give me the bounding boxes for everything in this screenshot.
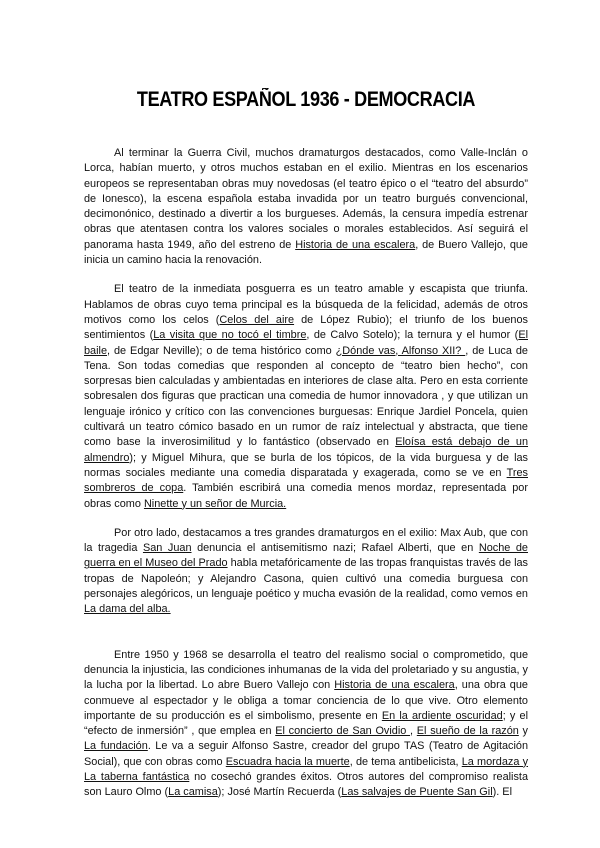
work-title: El sueño de la razón — [416, 725, 519, 738]
paragraph-p1 — [84, 146, 528, 268]
text-run: Entre 1950 y 1968 se desarrolla el teatro del realismo social o comprometido, que denuncia la injusticia, las condiciones inhumanas de la vida del proletariado y su angustia, y la lucha por la libertad. Lo abre Buero Vallejo con — [84, 648, 528, 692]
text-run: . Le va a seguir Alfonso Sastre, creador del grupo TAS (Teatro de Agitación Social), que con obras como — [84, 740, 529, 768]
work-title: Escuadra hacia la muerte — [225, 755, 350, 768]
work-title: El concierto de San Ovidio — [275, 725, 411, 738]
text-run: Por otro lado, destacamos a tres grandes dramaturgos en el exilio: Max Aub, que con la tragedia — [84, 526, 528, 555]
work-title: Tres sombreros de copa — [84, 466, 528, 495]
work-title: Celos del aire — [219, 313, 295, 326]
text-run: , una obra que conmueve al espectador y le obliga a tomar conciencia de lo que vive. Otro elemento importante de su producción es el simbolismo, presente en — [84, 679, 528, 722]
work-title: Eloísa está debajo de un almendro — [84, 436, 529, 464]
work-title: Las salvajes de Puente San Gil — [341, 786, 493, 799]
text-run: , de Buero Vallejo, que inicia un camino hacia la renovación. — [84, 238, 528, 267]
work-title: ¿Dónde vas, Alfonso XII? — [335, 344, 466, 357]
page-title: TEATRO ESPAÑOL 1936 - DEMOCRACIA — [136, 88, 476, 111]
work-title: San Juan — [142, 542, 192, 555]
text-run: , de tema antibelicista, — [349, 755, 462, 768]
text-run: , de Luca de Tena. Son todas comedias que responden al concepto de “teatro bien hecho”, con sorpresas bien calculadas y ambientadas en interiores de clase alta. Pero en esta corriente sobresalen dos figuras que practican una comedia de humor innovadora , y que utilizan un lenguaje irónico y crítico con las convenciones burguesas: Enrique Jardiel Poncela, quien cultivará un teatro cómico basado en un rumor de raíz intelectual y abstracta, que tiene como base la inverosimilitud y lo fantástico (observado en — [84, 344, 528, 449]
text-run: y — [518, 725, 528, 738]
work-title: Historia de una escalera — [295, 238, 416, 251]
paragraph-p2 — [84, 282, 528, 511]
document-body — [84, 146, 528, 801]
work-title: La camisa — [168, 786, 218, 799]
text-run: , de Calvo Sotelo); la ternura y el humor ( — [306, 329, 519, 342]
text-run: , — [410, 725, 417, 738]
work-title: La visita que no tocó el timbre — [153, 329, 307, 342]
paragraph-p3 — [84, 526, 528, 618]
text-run: ); José Martín Recuerda ( — [217, 786, 342, 799]
text-run: habla metafóricamente de las tropas franquistas través de las tropas de Napoleón; y Alejandro Casona, quien cultivó una comedia burguesa con personajes alegóricos, un lenguaje poético y mucha evasión de la realidad, como vemos en — [84, 557, 528, 601]
text-run: no cosechó grandes éxitos. Otros autores del compromiso realista son Lauro Olmo ( — [84, 770, 529, 799]
work-title: En la ardiente oscuridad — [381, 709, 503, 722]
text-run: ); y Miguel Mihura, que se burla de los tópicos, de la vida burguesa y de las normas sociales mediante una comedia disparatada y exagerada, como se ve en — [84, 451, 528, 479]
text-run: Al terminar la Guerra Civil, muchos dramaturgos destacados, como Valle-Inclán o Lorca, habían muerto, y otros muchos estaban en el exilio. Mientras en los escenarios europeos se representaban obras muy novedosas (el teatro épico o el “teatro del absurdo” de Ionesco), la escena española estaba invadida por un teatro burgués convencional, decimonónico, destinado a divertir a los burgueses. Además, la censura impedía estrenar obras que atentasen contra los valores sociales o morales establecidos. Así seguirá el panorama hasta 1949, año del estreno de — [84, 147, 528, 251]
work-title: La mordaza y La taberna fantástica — [84, 755, 529, 783]
text-run: , de Edgar Neville); o de tema histórico como — [107, 344, 336, 357]
text-run: . También escribirá una comedia menos mordaz, representada por obras como — [84, 482, 528, 510]
work-title: Ninette y un señor de Murcia. — [143, 497, 287, 510]
paragraph-p4 — [84, 648, 528, 801]
text-run: El teatro de la inmediata posguerra es un teatro amable y escapista que triunfa. Hablamos de obras cuyo tema principal es la búsqueda de la felicidad, además de otros motivos como los celos ( — [84, 283, 528, 326]
text-run: denuncia el antisemitismo nazi; Rafael Alberti, que en — [191, 542, 479, 555]
text-run: ; y el “efecto de inmersión” , que emplea en — [84, 709, 529, 738]
work-title: Historia de una escalera — [334, 679, 455, 692]
work-title: Noche de guerra en el Museo del Prado — [84, 542, 528, 570]
work-title: La dama del alba. — [84, 603, 171, 616]
text-run: ). El — [492, 786, 512, 799]
work-title: El baile — [84, 329, 528, 357]
work-title: La fundación — [84, 740, 148, 753]
text-run: de López Rubio); el triunfo de los buenos sentimientos ( — [84, 313, 528, 342]
